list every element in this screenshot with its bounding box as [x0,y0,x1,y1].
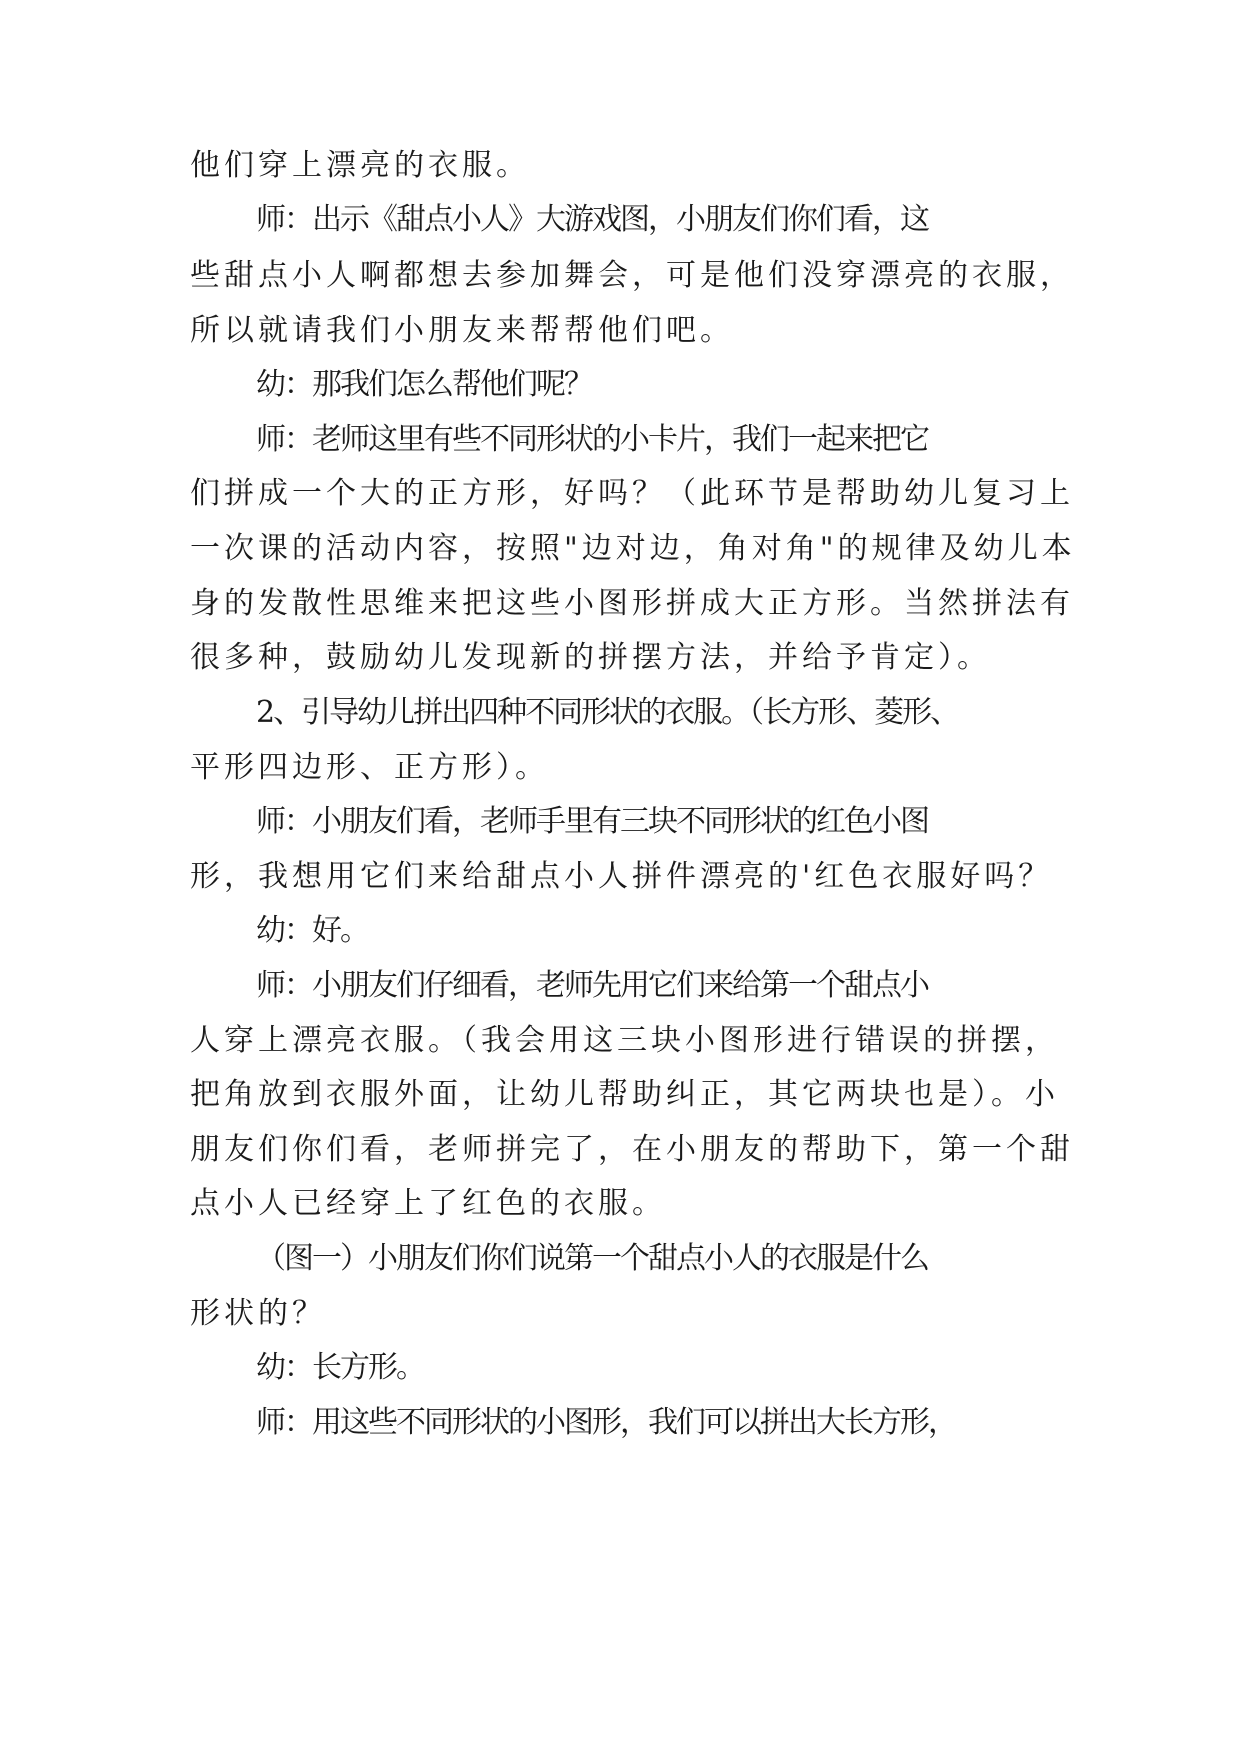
text-line: 身的发散性思维来把这些小图形拼成大正方形。当然拼法有 [190,586,1074,621]
text-line: 师：出示《甜点小人》大游戏图，小朋友们你们看，这 [256,202,928,237]
text-line: 师：小朋友们仔细看，老师先用它们来给第一个甜点小 [256,968,928,1003]
text-line: （图一）小朋友们你们说第一个甜点小人的衣服是什么 [256,1241,928,1276]
text-line: 幼：那我们怎么帮他们呢？ [256,367,592,402]
text-line: 幼：好。 [256,913,368,948]
text-line: 所以就请我们小朋友来帮帮他们吧。 [190,313,734,348]
text-line: 他们穿上漂亮的衣服。 [190,148,530,183]
text-line: 一次课的活动内容，按照"边对边，角对角"的规律及幼儿本 [190,531,1076,566]
text-line: 很多种，鼓励幼儿发现新的拼摆方法，并给予肯定）。 [190,640,991,675]
text-line: 形，我想用它们来给甜点小人拼件漂亮的'红色衣服好吗？ [190,859,1053,894]
text-line: 们拼成一个大的正方形，好吗？（此环节是帮助幼儿复习上 [190,476,1074,511]
text-line: 2、引导幼儿拼出四种不同形状的衣服。（长方形、菱形、 [256,695,959,730]
text-line: 师：小朋友们看，老师手里有三块不同形状的红色小图 [256,804,928,839]
text-line: 朋友们你们看，老师拼完了，在小朋友的帮助下，第一个甜 [190,1132,1074,1167]
text-line: 形状的？ [190,1296,326,1331]
text-line: 人穿上漂亮衣服。（我会用这三块小图形进行错误的拼摆， [190,1023,1059,1058]
text-line: 些甜点小人啊都想去参加舞会，可是他们没穿漂亮的衣服， [190,258,1074,293]
text-line: 师：用这些不同形状的小图形，我们可以拼出大长方形， [256,1405,956,1440]
text-line: 把角放到衣服外面，让幼儿帮助纠正，其它两块也是）。小 [190,1077,1059,1112]
text-line: 平形四边形、正方形）。 [190,750,549,785]
text-line: 点小人已经穿上了红色的衣服。 [190,1186,666,1221]
text-line: 师：老师这里有些不同形状的小卡片，我们一起来把它 [256,422,928,457]
text-line: 幼：长方形。 [256,1350,424,1385]
